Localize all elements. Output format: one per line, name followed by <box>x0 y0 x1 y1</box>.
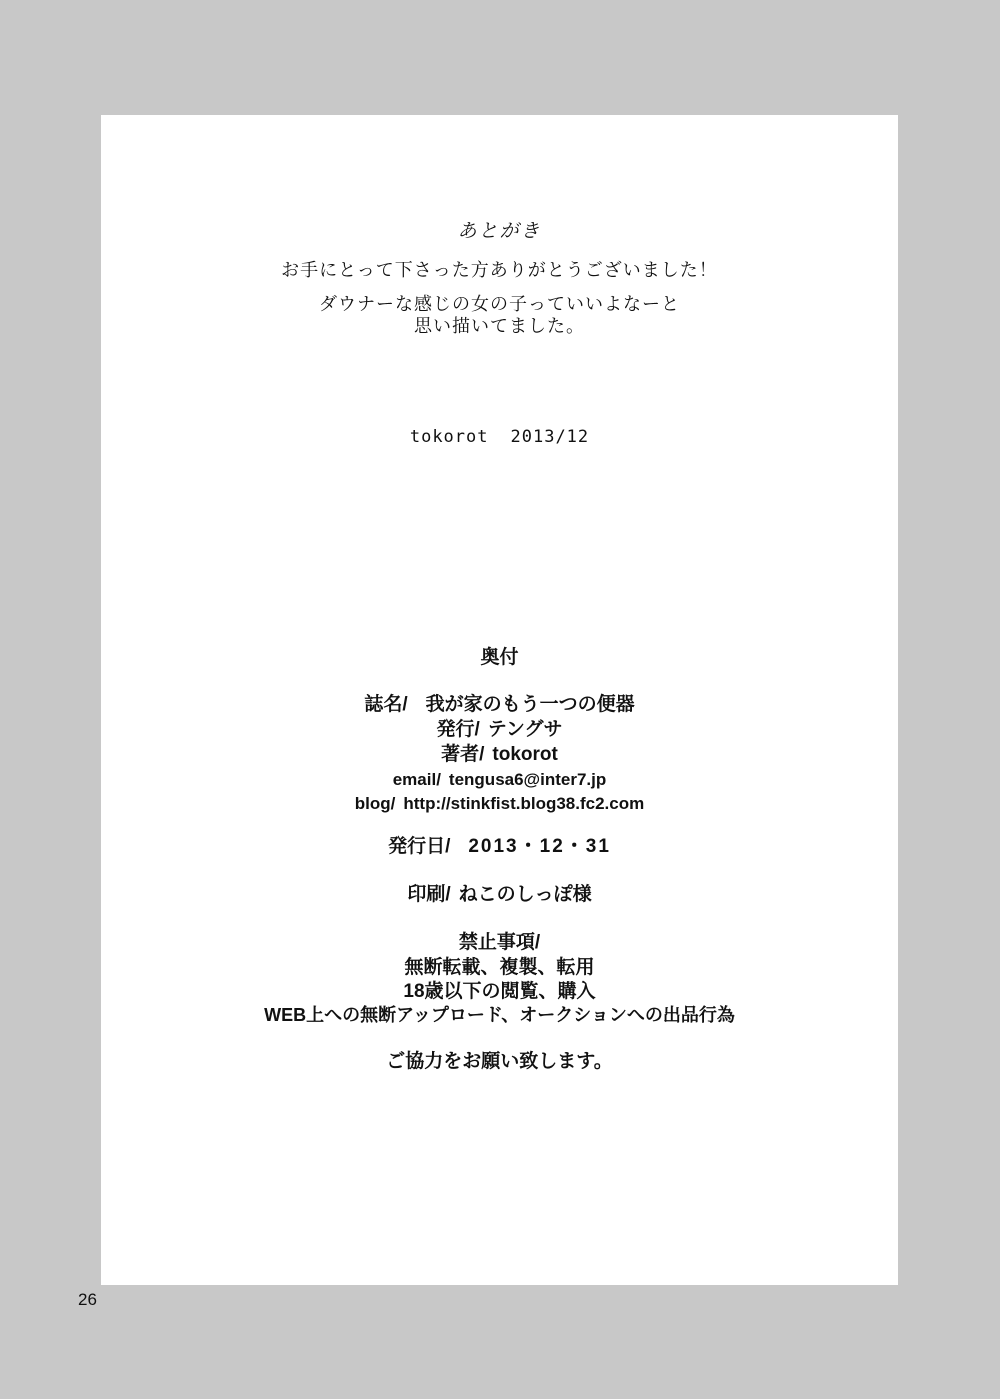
author-name: tokorot <box>492 744 558 765</box>
signature-date: 2013/12 <box>510 427 590 447</box>
author-label: 著者/ <box>441 744 485 765</box>
cooperation-request: ご協力をお願い致します。 <box>386 1051 613 1072</box>
afterword-signature <box>101 429 898 446</box>
afterword-thanks: お手にとって下さった方ありがとうございました！ <box>281 260 718 281</box>
printer-name: ねこのしっぽ様 <box>458 884 592 905</box>
colophon-printer <box>101 885 898 904</box>
colophon-email <box>101 771 898 788</box>
magazine-name: 我が家のもう一つの便器 <box>425 694 635 715</box>
publish-date-label: 発行日/ <box>388 836 451 857</box>
page-number: 26 <box>78 1290 97 1309</box>
publish-date-value: 2013・12・31 <box>468 836 611 857</box>
prohibition-item: 無断転載、複製、転用 <box>404 957 595 978</box>
prohibition-item: WEB上への無断アップロード、オークションへの出品行為 <box>264 1005 735 1025</box>
prohibitions-heading: 禁止事項/ <box>458 932 541 953</box>
blog-label: blog/ <box>354 794 396 813</box>
colophon-publisher <box>101 720 898 739</box>
email-address: tengusa6@inter7.jp <box>448 770 607 789</box>
prohibition-item: 18歳以下の閲覧、購入 <box>403 981 596 1002</box>
email-label: email/ <box>392 770 441 789</box>
afterword-heading: あとがき <box>457 220 542 242</box>
colophon-author <box>101 745 898 764</box>
colophon-heading: 奥付 <box>480 647 519 668</box>
publisher-label: 発行/ <box>436 719 480 740</box>
printer-label: 印刷/ <box>407 884 451 905</box>
colophon-publish-date <box>101 837 898 856</box>
afterword-message-line-1: ダウナーな感じの女の子っていいよなーと <box>319 294 680 315</box>
page-sheet <box>101 115 898 1285</box>
afterword-message-line-2: 思い描いてました。 <box>414 316 585 337</box>
colophon-blog <box>101 795 898 812</box>
colophon-magazine-name <box>101 695 898 714</box>
magazine-label: 誌名/ <box>364 694 408 715</box>
publisher-name: テングサ <box>487 719 563 740</box>
signature-name: tokorot <box>409 427 489 447</box>
blog-url: http://stinkfist.blog38.fc2.com <box>403 794 645 813</box>
